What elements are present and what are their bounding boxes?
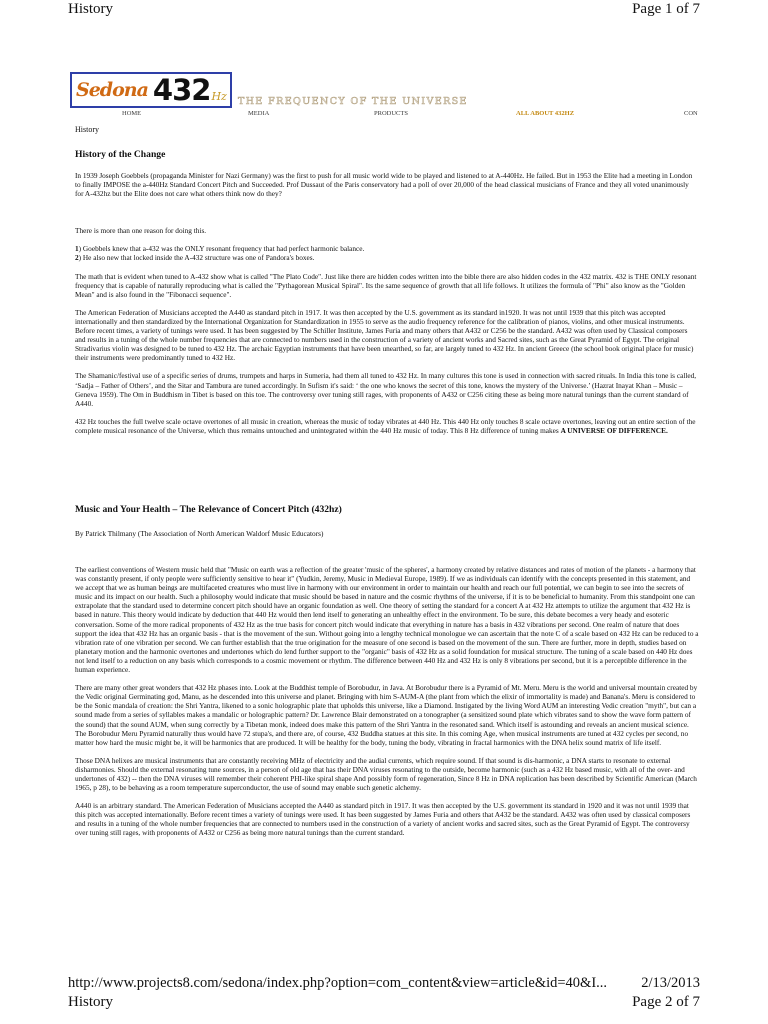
paragraph: There are many other great wonders that 432 Hz phases into. Look at the Buddhist temple of Borobudur, in Java. At Borobudur there is a Pyramid of Mt. Meru. Meru is the world and universal mountain created by the Vedic original Germinating god, Manu, as he descended into this universe and planet. Bringing with him S-AUM-A (the plant from which the elixir of immortality is made) and Banana's. Meru is considered to be the Sonic mandala of creation: the Shri Yantra, likened to a sonic holographic plate that upholds this universe, like a Diamond. Instigated by the living Word AUM an interesting Vedic creation "myth", but can a sound made from a series of syllables makes a mandalic or holographic pattern? Dr. Lawrence Blair demonstrated on a tonographer (a sensitized sound plate which vibrates sand to show the wave form pattern of the sound) that the sound AUM, when sung correctly by a Tibetan monk, indeed does make this pattern of the Shri Yantra in the resonated sand. Which itself is astounding and reveals an ancient musical science. The Borobudur Meru Pyramid naturally thus would have 72 stupa's, and there are, of course, 432 Buddha statues at this site. In this coming Age, when musical instruments are tuned at 432 cycles per second, no matter how hard the music might be, it will be harmonics that are produced. It will be healthy for the body, tuning the body, vibrating in fractal harmonics with the DNA helix sound matrix of life itself.: [75, 683, 698, 747]
paragraph: In 1939 Joseph Goebbels (propaganda Minister for Nazi Germany) was the first to push for all music world wide to be played and listened to at A-440Hz. He failed. But in 1953 the Elite had a meeting in London to finally IMPOSE the a-440Hz Standard Concert Pitch and Succeeded. Prof Dussaut of the Paris conservatory had a poll of over 20,000 of the head classical musicians of France and they all voted unanimously for A-432hz but the Elite does not care what others think now do they?: [75, 171, 693, 199]
print-footer: [68, 975, 700, 992]
list-item: 2) He also new that locked inside the A-432 structure was one of Pandora's boxes.: [75, 253, 315, 263]
section-title-history: History of the Change: [75, 149, 166, 160]
breadcrumb: History: [75, 125, 99, 134]
page-url: http://www.projects8.com/sedona/index.php?option=com_content&view=article&id=40&I...: [68, 975, 608, 991]
nav-media[interactable]: MEDIA: [248, 110, 270, 117]
paragraph: 432 Hz touches the full twelve scale octave overtones of all music in creation, whereas the music of today vibrates at 440 Hz. This 440 Hz only touches 8 scale octave overtones, leaving out an entire section of the complete musical resonance of the Universe, which thus remains untouched and unintegrated within the 440 Hz music of today. This 8 Hz difference of tuning makes A UNIVERSE OF DIFFERENCE.: [75, 416, 696, 435]
paragraph: The American Federation of Musicians accepted the A440 as standard pitch in 1917. It was then accepted by the U.S. government as its standard in1920. It was not until 1939 that this pitch was accepted internationally and then standardized by the International Organization for Standardization in 1955 to serve as the audio frequency reference for the calibration of pianos, violins, and other musical instruments. Before recent times, a variety of tunings were used. It has been suggested by The Schiller Institute, James Furia and many others that A432 or C256 be the standard. A432 was often used by Classical composers and results in a tuning of the whole number frequencies that are connected to numbers used in the construction of a variety of ancient works and Sacred sites, such as the Great Pyramid of Egypt. The original Stradivarius violin was designed to be tuned to 432 Hz. The archaic Egyptian instruments that have been unearthed, so far, are largely tuned to 432 Hz. In ancient Greece (the school book original place for music) their instruments were predominantly tuned to 432 Hz.: [75, 307, 694, 363]
print-header-next: [68, 994, 700, 1011]
nav-all-about-432hz[interactable]: ALL ABOUT 432HZ: [516, 110, 575, 117]
logo-hz-text: Hz: [211, 90, 227, 103]
paragraph: Those DNA helixes are musical instruments that are constantly receiving MHz of electricity and the audial currents, which require sound. If that sound is dis-harmonic, a DNA starts to resonate to external disharmonies. Should the external resonating tune sources, in a person of old age that has their DNA viruses resonating to the outside, become harmonic (such as a 432 Hz based music, with all of the over- and undertones of 432) -- then the DNA viruses will remember their coherent PHI-like spiral shape And possibly form of regeneration, Since 8 Hz in DNA replication has been described by Scientific American (March 1965, p 28), to be behaving as a room temperature superconductor, the use of sound may enable such genetic alchemy.: [75, 755, 697, 793]
main-nav: [0, 110, 768, 120]
nav-home[interactable]: HOME: [122, 110, 142, 117]
print-header-page: Page 1 of 7: [632, 1, 700, 17]
print-header-page-next: Page 2 of 7: [632, 994, 700, 1010]
print-header-title-next: History: [68, 994, 113, 1010]
list-item: 1) Goebbels knew that a-432 was the ONLY resonant frequency that had perfect harmonic balance.: [75, 244, 365, 254]
site-tagline: THE FREQUENCY OF THE UNIVERSE: [238, 96, 468, 107]
music-health-article: [75, 565, 699, 838]
history-article: [75, 171, 699, 435]
nav-products[interactable]: PRODUCTS: [374, 110, 408, 117]
logo-sedona-text: Sedona: [76, 79, 148, 101]
section-title-music-health: Music and Your Health – The Relevance of Concert Pitch (432hz): [75, 504, 342, 515]
paragraph: There is more than one reason for doing this.: [75, 226, 207, 236]
logo-432-text: 432: [152, 73, 211, 107]
paragraph: The math that is evident when tuned to A-432 show what is called "The Plato Code". Just like there are hidden codes written into the bible there are also hidden codes in the 432 matrix. 432 is THE ONLY resonant frequency that is capable of naturally reproducing what is called the "Pythagorean Musical Spiral". Its the same sequence of growth that all life follows. It utilizes the formula of "Phi" also know as the "Golden Mean" and is also found in the "Fibonacci sequence".: [75, 271, 697, 299]
paragraph: A440 is an arbitrary standard. The American Federation of Musicians accepted the A440 as standard pitch in 1917. It was then accepted by the U.S. government its standard in 1920 and it was not until 1939 that this pitch was accepted internationally. Before recent times a variety of tunings were used. It has been suggested by James Furia and others that A432 be the standard. A432 was often used by classical composers and results in a tuning of the whole number frequencies that are connected to numbers used in the construction of a variety of ancient works and sacred sites, such as the Great Pyramid of Egypt. The controversy over tuning still rages, with proponents of A432 or C256 as being more natural tunings than the current standard.: [75, 801, 691, 838]
print-date: 2/13/2013: [641, 975, 700, 991]
paragraph: The earliest conventions of Western music held that "Music on earth was a reflection of the greater 'music of the spheres', a harmony created by relative distances and rates of motion of the planets - a harmony that was constantly present, if only people were sufficiently sensitive to hear it" (Yudkin, Jeremy, Music in Medieval Europe, 1989). If we as individuals can identify with the concepts presented in this statement, and we accept that we as human beings are multifaceted creatures who must live in harmony with our environment in order to maintain our health and reach our full potential, we can begin to see into the secrets of music and its impact on our health. Such a philosophy would indicate that music should be based in nature and the cosmic rhythms of the universe, if it is to be beneficial to humanity. From this standpoint one can extrapolate that the standard used to determine concert pitch should have an organic foundation as well. One theory of setting the standard for a concert A at 432 Hz attempts to utilize the argument that 432 Hz is based in nature. This theory would indicate by deduction that 440 Hz would then lend itself to generating an unhealthy effect in the environment. To be sure, this debate becomes a very heady and esoteric conversation. Some of the more radical proponents of 432 Hz as the true basis for concert pitch would indicate that everything in nature has a basis in 432 vibrations per second. One realm of nature that does support the idea that 432 Hz has an organic basis - that is the movement of the sun. Without going into a lengthy technical monologue we can ascertain that the note C of a scale based on 432 Hz can be reduced to a vibration rate of one vibration per second. We can further establish that the true origination for the measure of one second is based on the movement of the sun. There are further, more in depth, studies based on planetary motion and the harmonic overtones and undertones which do lend further support to the "organic" basis of 432 Hz as a solid foundation for musical structure. The tuning of a scale based on 440 Hz does not lend itself to a reduction on any basis which corresponds to a cosmic movement or rhythm. The difference between 440 Hz and 432 Hz is only 8 vibrations per second, but it is a perceptible difference in the human experience.: [75, 565, 699, 675]
sedona-432-logo[interactable]: [70, 72, 232, 108]
byline: By Patrick Thilmany (The Association of North American Waldorf Music Educators): [75, 529, 324, 538]
paragraph: The Shamanic/festival use of a specific series of drums, trumpets and harps in Sumeria, had them all tuned to 432 Hz. In many cultures this tone is used in connection with sacred rituals. In India this tone is called, ‘Sadja – Father of Others’, and the Sitar and Tambura are tuned accordingly. In Sufism it's said: ‘ the one who knows the secret of this tone, knows the mystery of the Universe.’ (Hazrat Inayat Khan – Music – Geneva 1959). The Om in Buddhism in Tibet is based on this toe. The controversy over tuning still rages, with proponents of A432 or C256 citing these as being more natural tunings than the current standard of A440.: [75, 371, 697, 408]
print-header: [68, 1, 700, 18]
nav-con[interactable]: CON: [684, 110, 698, 117]
print-header-title: History: [68, 1, 113, 17]
